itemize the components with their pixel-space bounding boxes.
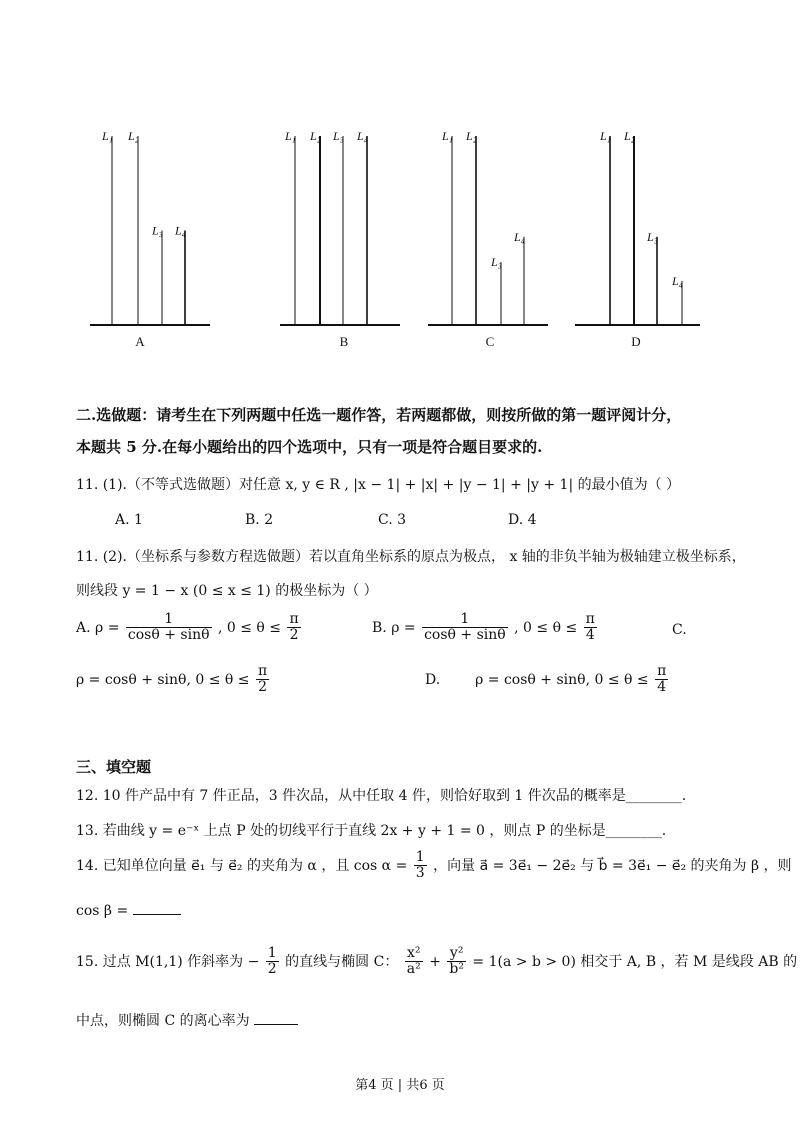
- q15-y-den: b²: [449, 961, 464, 978]
- panel-A-line-label-2: L₂: [128, 129, 139, 143]
- option-a-pi: π: [289, 611, 299, 627]
- panel-C-line-label-2: L₂: [466, 129, 477, 143]
- section3-heading: 三、填空题: [76, 758, 152, 776]
- q11-1-option-a: A. 1: [115, 512, 143, 528]
- q15-plus: +: [429, 953, 441, 970]
- option-b-num: 1: [422, 612, 508, 628]
- option-b-pi-den: 4: [585, 627, 595, 644]
- option-c-text: ρ = cosθ + sinθ, 0 ≤ θ ≤: [76, 671, 250, 688]
- panel-B-label: B: [339, 334, 349, 349]
- panel-C-line-label-1: L₁: [442, 129, 453, 143]
- panel-C-label: C: [485, 334, 495, 349]
- q15-part3: = 1(a > b > 0) 相交于 A, B ，若 M 是线段 AB 的: [472, 953, 798, 970]
- q14-fraction: [414, 850, 427, 882]
- option-b-den: cosθ + sinθ: [424, 627, 506, 644]
- option-b-prefix: B.: [372, 619, 387, 636]
- panel-A-label: A: [135, 334, 145, 349]
- option-c-pi-den: 2: [258, 679, 268, 696]
- q15-answer-blank: [254, 1024, 298, 1025]
- panel-B-line-label-2: L₂: [310, 129, 321, 143]
- option-c-prefix: C.: [672, 622, 687, 638]
- panel-D-line-label-2: L₂: [624, 129, 635, 143]
- option-d-pi-fraction: [655, 664, 668, 696]
- q15-line2: [76, 1010, 298, 1030]
- panel-D-line-label-1: L₁: [600, 129, 611, 143]
- option-d-text: ρ = cosθ + sinθ, 0 ≤ θ ≤: [475, 671, 649, 688]
- option-d-prefix: D.: [425, 671, 441, 688]
- q15-part2: 的直线与椭圆 C：: [285, 953, 399, 970]
- q15-slope-fraction: [266, 946, 279, 978]
- option-a-pi-den: 2: [289, 627, 299, 644]
- q11-1-stem: 11. (1).（不等式选做题）对任意 x, y ∈ R , |x − 1| + |x| + |y − 1| + |y + 1| 的最小值为（ ）: [76, 477, 681, 493]
- option-a-range: , 0 ≤ θ ≤: [217, 619, 282, 636]
- q13-text: 13. 若曲线 y = e⁻ˣ 上点 P 处的切线平行于直线 2x + y + 1 = 0 ，则点 P 的坐标是________.: [76, 823, 667, 839]
- q15-line1: [76, 946, 797, 978]
- option-d-pi: π: [657, 663, 667, 679]
- panel-C-line-label-3: L₃: [491, 255, 502, 269]
- q11-2-option-a: [76, 612, 303, 644]
- panel-D-label: D: [631, 334, 641, 349]
- option-b-pi: π: [585, 611, 595, 627]
- q15-x-num: x²: [405, 946, 423, 962]
- option-c-pi-fraction: [256, 664, 269, 696]
- q15-slope-den: 2: [267, 961, 277, 978]
- option-a-num: 1: [126, 612, 212, 628]
- option-b-pi-fraction: [584, 612, 597, 644]
- q14-num: 1: [415, 849, 425, 865]
- q15-x-fraction: [405, 946, 423, 978]
- q14-line2: [76, 903, 181, 919]
- page-footer: 第4 页 | 共6 页: [355, 1078, 445, 1093]
- option-a-prefix: A.: [76, 619, 91, 636]
- panel-D-line-label-3: L₃: [647, 229, 658, 244]
- q11-2-line2: 则线段 y = 1 − x (0 ≤ x ≤ 1) 的极坐标为（ ）: [76, 583, 378, 599]
- q15-slope-num: 1: [267, 945, 277, 961]
- q14-line2-text: cos β =: [76, 903, 129, 919]
- panel-A-line-label-3: L₃: [152, 223, 163, 238]
- option-a-den: cosθ + sinθ: [127, 627, 210, 644]
- q11-1-option-d: D. 4: [508, 512, 537, 528]
- figure-panels: [0, 0, 800, 370]
- option-b-fraction: [422, 612, 508, 644]
- q14-part2: ，向量 a⃗ = 3e⃗₁ − 2e⃗₂ 与 b⃗ = 3e⃗₁ − e⃗₂ 的夹角为 β ，则: [433, 857, 792, 874]
- panel-D-line-label-4: L₄: [672, 273, 683, 288]
- q14-part1: 14. 已知单位向量 e⃗₁ 与 e⃗₂ 的夹角为 α ，且 cos α =: [76, 857, 408, 874]
- panel-A-line-label-1: L₁: [102, 129, 113, 143]
- q12-text: 12. 10 件产品中有 7 件正品，3 件次品，从中任取 4 件，则恰好取到 1 件次品的概率是________.: [76, 788, 687, 804]
- panel-B-line-label-4: L₄: [357, 129, 368, 143]
- q15-y-fraction: [447, 946, 466, 978]
- q11-1-option-b: B. 2: [245, 512, 274, 528]
- q14-den: 3: [415, 865, 425, 882]
- option-b-range: , 0 ≤ θ ≤: [514, 619, 578, 636]
- q14-line1: [76, 850, 792, 882]
- q14-answer-blank: [133, 914, 181, 915]
- panel-B-line-label-3: L₃: [333, 129, 344, 143]
- q15-x-den: a²: [406, 961, 421, 978]
- option-d-pi-den: 4: [657, 679, 667, 696]
- q11-2-option-c: [76, 664, 271, 696]
- q11-2-line1: 11. (2).（坐标系与参数方程选做题）若以直角坐标系的原点为极点， x 轴的非负半轴为极轴建立极坐标系，: [76, 549, 746, 565]
- option-a-lhs: ρ =: [95, 619, 120, 636]
- q15-y-num: y²: [447, 946, 466, 962]
- option-c-pi: π: [257, 663, 268, 679]
- q11-2-option-b: [372, 612, 599, 644]
- option-a-fraction: [126, 612, 212, 644]
- q15-part1: 15. 过点 M(1,1) 作斜率为 −: [76, 953, 260, 970]
- option-a-pi-fraction: [287, 612, 300, 644]
- panel-A-line-label-4: L₄: [175, 223, 186, 238]
- section2-heading-line1: 二.选做题：请考生在下列两题中任选一题作答，若两题都做，则按所做的第一题评阅计分，: [76, 406, 682, 424]
- q11-1-option-c: C. 3: [378, 512, 407, 528]
- q11-2-option-d: [425, 664, 670, 696]
- panel-C-line-label-4: L₄: [514, 229, 525, 244]
- panel-B-line-label-1: L₁: [285, 129, 296, 143]
- option-b-lhs: ρ =: [391, 619, 416, 636]
- section2-heading-line2: 本题共 5 分.在每小题给出的四个选项中，只有一项是符合题目要求的.: [76, 438, 543, 456]
- q15-line2-text: 中点，则椭圆 C 的离心率为: [76, 1013, 250, 1029]
